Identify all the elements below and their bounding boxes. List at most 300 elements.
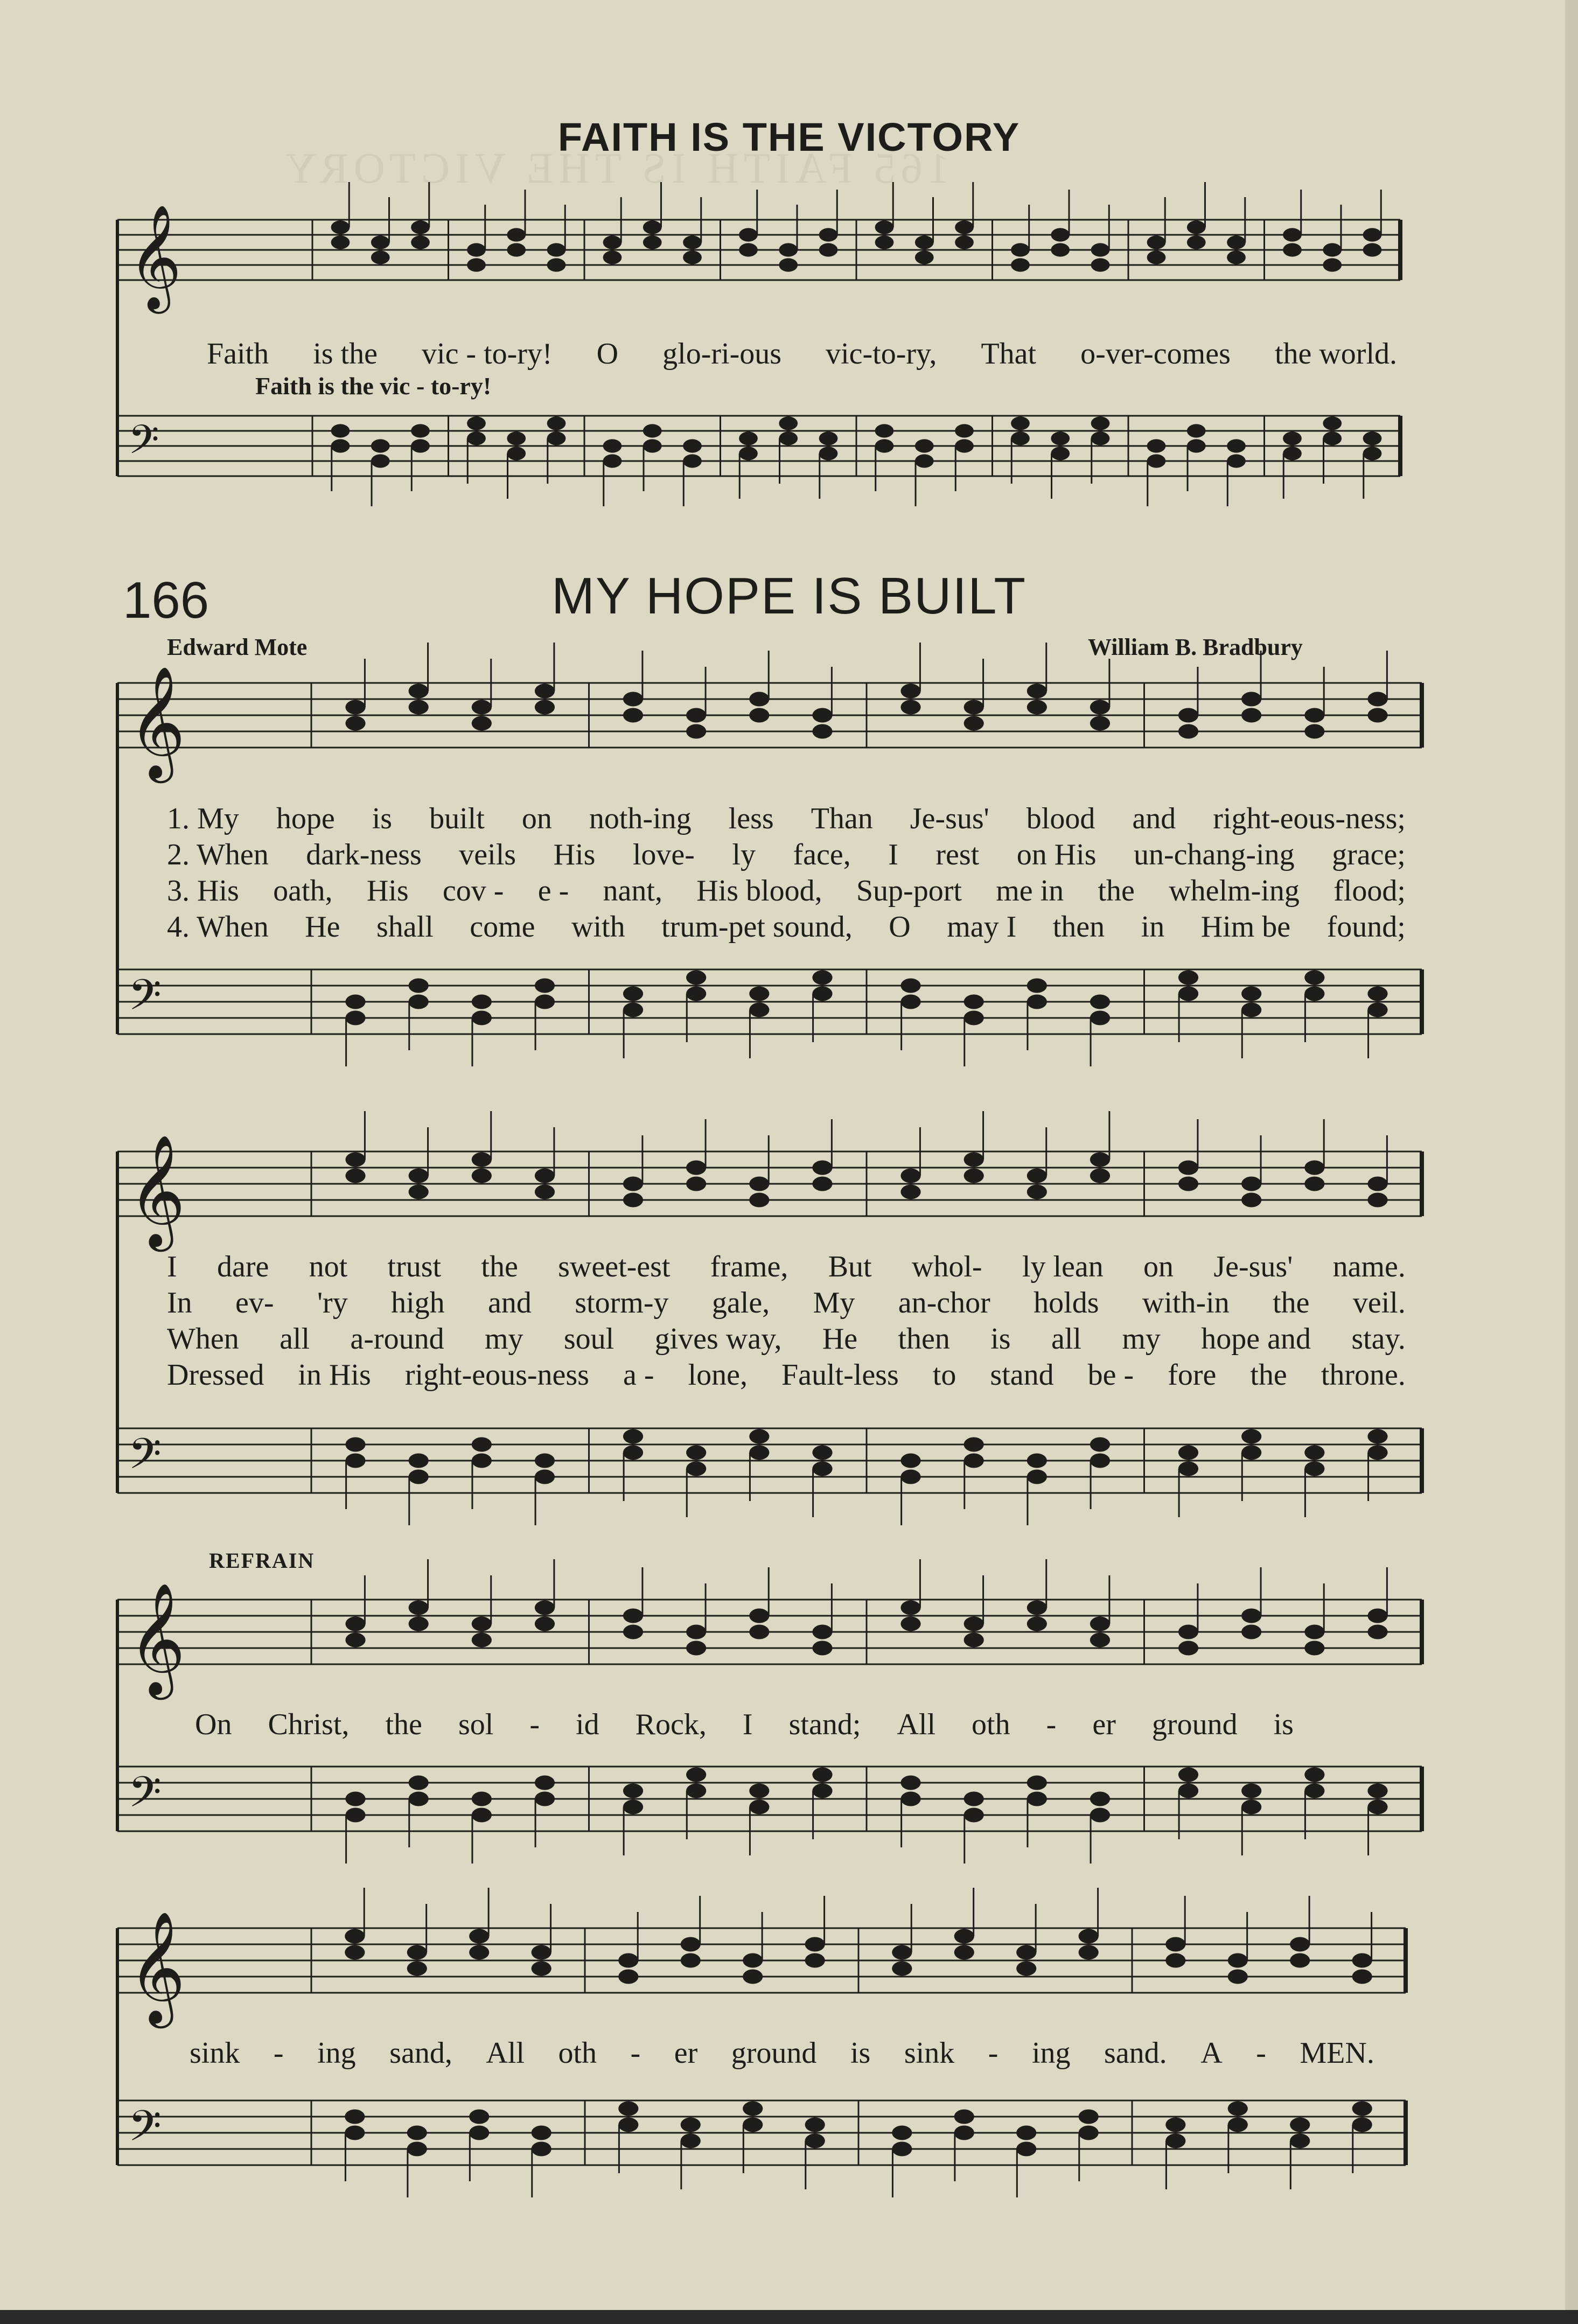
note-head [535,700,555,715]
treble-clef-icon: 𝄞 [128,204,182,309]
note-head [964,995,984,1009]
lyric-syllable: may I [947,910,1017,944]
note-head [1304,724,1324,739]
note-head [507,446,526,460]
lyric-syllable: a - [623,1358,654,1392]
note-head [1178,1177,1198,1191]
note-head [472,995,492,1009]
note-head [812,1768,832,1782]
note-head [1187,220,1206,234]
note-head [1091,416,1110,430]
lyric-syllable: - [630,2036,641,2070]
note-head [1367,1429,1387,1444]
note-head [875,235,894,249]
refrain-line-2 [190,2036,1374,2070]
note-head [964,716,984,731]
lyric-syllable: All [486,2036,525,2070]
note-head [1090,1454,1110,1468]
lyric-syllable: right-eous-ness [404,1358,589,1392]
lyric-syllable: stay. [1351,1322,1406,1356]
lyric-syllable: is [1273,1708,1294,1741]
lyric-syllable: Fault-less [781,1358,899,1392]
lyric-syllable: Faith [207,337,269,371]
note-head [409,1454,429,1468]
lyric-syllable: On [195,1708,232,1741]
lyric-syllable: grace; [1332,838,1406,871]
lyric-syllable: then [1052,910,1105,944]
note-head [1304,987,1324,1001]
note-head [805,2118,825,2132]
note-head [964,1633,984,1648]
treble-clef-icon: 𝄞 [128,1911,186,2023]
note-head [1027,700,1047,715]
lyric-bass-echo: Faith is the vic - to-ry! [255,372,492,400]
lyric-syllable: the [1273,1286,1310,1320]
lyric-syllable: vic-to-ry, [826,337,937,371]
note-head [331,220,350,234]
lyric-syllable: rest [935,838,980,871]
note-head [1027,1454,1047,1468]
note-head [507,243,526,256]
note-head [623,1446,643,1460]
lyric-syllable: hope and [1201,1322,1311,1356]
note-head [618,1953,638,1968]
note-head [875,424,894,437]
lyric-syllable: oath, [273,874,333,908]
lyric-syllable: a-round [350,1322,444,1356]
note-head [345,995,365,1009]
note-head [535,1601,555,1615]
note-head [411,439,430,452]
lyric-syllable: vic - to-ry! [422,337,553,371]
lyric-syllable: right-eous-ness; [1213,802,1406,835]
lyric-syllable: - [988,2036,999,2070]
note-head [472,1454,492,1468]
lyric-syllable: 1. My [167,802,239,835]
note-head [1165,1953,1185,1968]
lyric-syllable: not [309,1250,348,1283]
note-head [900,1169,920,1183]
note-head [507,228,526,241]
note-head [472,1617,492,1631]
lyric-syllable: gives way, [654,1322,782,1356]
lyric-syllable: then [898,1322,950,1356]
note-head [812,987,832,1001]
note-head [964,1808,984,1823]
lyric-syllable: the [1098,874,1135,908]
note-head [1241,1446,1261,1460]
lyric-syllable: - [273,2036,284,2070]
lyric-syllable: ing [1031,2036,1071,2070]
note-head [1228,1953,1248,1968]
lyric-syllable: built [429,802,485,835]
note-head [1363,228,1382,241]
lyric-syllable: ev- [235,1286,274,1320]
note-head [1079,2110,1099,2124]
note-head [1178,987,1198,1001]
lyric-syllable: O [596,337,619,371]
note-head [1090,716,1110,731]
note-head [749,1625,769,1639]
lyric-syllable: with-in [1142,1286,1230,1320]
note-head [1027,1470,1047,1484]
note-head [749,1609,769,1623]
note-head [1304,1177,1324,1191]
note-head [749,692,769,707]
note-head [1304,1446,1324,1460]
note-head [954,2110,974,2124]
lyric-syllable: sand. [1104,2036,1167,2070]
note-head [345,1633,365,1648]
lyric-syllable: id [576,1708,599,1741]
lyric-syllable: - [1256,2036,1266,2070]
note-head [1228,1970,1248,1984]
lyric-syllable: Christ, [268,1708,350,1741]
note-head [1051,431,1070,445]
hymn-number: 166 [123,571,210,629]
note-head [1090,1633,1110,1648]
lyric-syllable: whelm-ing [1169,874,1300,908]
note-head [1027,1601,1047,1615]
lyric-syllable: lone, [688,1358,748,1392]
lyric-syllable: trum-pet sound, [661,910,853,944]
lyric-syllable: Sup-port [856,874,962,908]
note-head [411,424,430,437]
note-head [900,995,920,1009]
note-head [1241,692,1261,707]
note-head [779,258,798,271]
note-head [1027,684,1047,699]
note-head [1367,1609,1387,1623]
note-head [1241,1800,1261,1814]
lyric-syllable: whol- [911,1250,982,1283]
note-head [683,439,702,452]
lyric-syllable: His [553,838,596,871]
lyric-syllable: He [822,1322,858,1356]
note-head [1051,446,1070,460]
lyric-syllable: my [484,1322,523,1356]
lyric-syllable: and [1132,802,1176,835]
lyric-syllable: un-chang-ing [1134,838,1295,871]
note-head [1027,1617,1047,1631]
note-head [1352,1953,1372,1968]
note-head [819,243,838,256]
note-head [472,1792,492,1806]
note-head [1304,971,1324,985]
lyric-syllable: I [742,1708,753,1741]
note-head [345,2110,365,2124]
lyric-syllable: e - [537,874,569,908]
note-head [686,987,706,1001]
note-head [331,235,350,249]
note-head [623,1609,643,1623]
note-head [623,1003,643,1017]
note-head [812,971,832,985]
note-head [681,2134,701,2148]
note-head [900,684,920,699]
lyric-syllable: the world. [1274,337,1397,371]
note-head [1016,1962,1036,1976]
note-head [1187,235,1206,249]
note-head [812,1462,832,1476]
note-head [1367,1625,1387,1639]
note-head [472,1169,492,1183]
lyric-syllable: - [529,1708,540,1741]
note-head [875,439,894,452]
refrain-line-1 [195,1707,1294,1742]
note-head [623,1177,643,1191]
lyric-syllable: veils [459,838,516,871]
note-head [1352,2102,1372,2116]
note-head [407,1945,427,1960]
note-head [1227,454,1246,467]
note-head [535,1792,555,1806]
note-head [779,416,798,430]
note-head [331,424,350,437]
verse-line-1 [167,801,1406,836]
note-head [1178,1768,1198,1782]
note-head [1147,439,1166,452]
note-head [1367,1800,1387,1814]
lyric-syllable: O [889,910,911,944]
lyric-syllable: name. [1332,1250,1406,1283]
note-head [535,1454,555,1468]
lyric-syllable: on [521,802,552,835]
note-head [1241,1429,1261,1444]
note-head [805,2134,825,2148]
note-head [749,987,769,1001]
note-head [467,258,486,271]
note-head [892,1945,912,1960]
note-head [472,1633,492,1648]
note-head [1304,1161,1324,1175]
note-head [643,424,662,437]
lyric-syllable: holds [1034,1286,1099,1320]
lyric-syllable: and [488,1286,532,1320]
lyric-syllable: His blood, [696,874,822,908]
note-head [1016,2126,1036,2140]
lyric-syllable: the [385,1708,422,1741]
lyric-syllable: stand; [788,1708,861,1741]
note-head [547,416,566,430]
lyric-syllable: fore [1168,1358,1217,1392]
lyric-syllable: flood; [1333,874,1406,908]
note-head [915,235,934,249]
note-head [1178,971,1198,985]
lyricist-credit: Edward Mote [167,634,308,660]
note-head [409,1792,429,1806]
note-head [371,235,390,249]
note-head [1011,243,1030,256]
bass-clef-icon: 𝄢 [128,1429,162,1489]
note-head [892,2142,912,2156]
note-head [1241,987,1261,1001]
note-head [1363,243,1382,256]
note-head [469,2126,489,2140]
note-head [1227,250,1246,264]
note-head [779,243,798,256]
note-head [955,220,974,234]
note-head [407,2142,427,2156]
note-head [623,1784,643,1798]
lyric-syllable: dark-ness [306,838,422,871]
lyric-syllable: an-chor [898,1286,990,1320]
lyric-syllable: sweet-est [558,1250,671,1283]
note-head [900,1776,920,1790]
note-head [1367,987,1387,1001]
note-head [371,250,390,264]
note-head [469,1929,489,1944]
note-head [409,1617,429,1631]
note-head [1290,1937,1310,1952]
note-head [812,1625,832,1639]
note-head [1241,1784,1261,1798]
note-head [1165,2118,1185,2132]
note-head [1178,1446,1198,1460]
lyric-syllable: soul [563,1322,615,1356]
treble-clef-icon: 𝄞 [128,1134,186,1247]
note-head [955,235,974,249]
lyric-syllable: trust [387,1250,442,1283]
note-head [1090,1792,1110,1806]
note-head [900,979,920,993]
note-head [535,979,555,993]
note-head [686,1446,706,1460]
note-head [1241,1625,1261,1639]
lyric-syllable: with [571,910,625,944]
note-head [1228,2102,1248,2116]
note-head [743,2102,763,2116]
lyric-syllable: - [1046,1708,1057,1741]
note-head [683,250,702,264]
note-head [749,1177,769,1191]
note-head [1304,1784,1324,1798]
lyric-syllable: in [1141,910,1165,944]
note-head [812,1784,832,1798]
note-head [686,1177,706,1191]
note-head [623,1625,643,1639]
note-head [345,1011,365,1025]
lyric-syllable: cov - [442,874,504,908]
lyric-syllable: sol [458,1708,494,1741]
note-head [1323,258,1342,271]
note-head [749,1193,769,1208]
note-head [1352,1970,1372,1984]
note-head [1079,1945,1099,1960]
note-head [819,446,838,460]
note-head [1290,2118,1310,2132]
note-head [618,2102,638,2116]
note-head [1363,446,1382,460]
note-head [1016,1945,1036,1960]
lyric-syllable: high [391,1286,445,1320]
verse-line-4 [167,1358,1406,1392]
note-head [739,243,758,256]
hymn-title-faith-is-the-victory: FAITH IS THE VICTORY [557,115,1021,159]
note-head [683,454,702,467]
note-head [467,243,486,256]
note-head [1147,454,1166,467]
note-head [643,439,662,452]
lyric-syllable: That [981,337,1037,371]
note-head [1304,1462,1324,1476]
note-head [472,1437,492,1452]
note-head [409,1601,429,1615]
note-head [1011,416,1030,430]
note-head [1016,2142,1036,2156]
note-head [1323,416,1342,430]
note-head [779,431,798,445]
note-head [535,1617,555,1631]
note-head [623,1193,643,1208]
note-head [1367,1003,1387,1017]
note-head [686,1462,706,1476]
note-head [345,1153,365,1167]
note-head [1027,979,1047,993]
note-head [345,700,365,715]
lyric-syllable: stand [990,1358,1054,1392]
lyric-syllable: gale, [711,1286,770,1320]
note-head [686,1161,706,1175]
lyric-syllable: MEN. [1300,2036,1374,2070]
lyric-syllable: Je-sus' [910,802,989,835]
note-head [472,700,492,715]
note-head [411,220,430,234]
composer-credit: William B. Bradbury [1088,634,1303,660]
note-head [467,431,486,445]
note-head [1241,1003,1261,1017]
note-head [964,1617,984,1631]
note-head [1227,235,1246,249]
note-head [345,1945,365,1960]
note-head [623,1800,643,1814]
lyric-syllable: come [470,910,535,944]
lyric-syllable: blood [1026,802,1095,835]
note-head [1027,1185,1047,1199]
note-head [1011,258,1030,271]
note-head [469,2110,489,2124]
note-head [686,1768,706,1782]
note-head [535,1776,555,1790]
note-head [409,1776,429,1790]
bleed-through-text: 165 FAITH IS THE VICTORY [280,145,950,192]
note-head [875,220,894,234]
note-head [1011,431,1030,445]
note-head [409,995,429,1009]
lyric-syllable: o-ver-comes [1080,337,1231,371]
note-head [915,439,934,452]
note-head [1363,431,1382,445]
note-head [409,1470,429,1484]
note-head [743,1953,763,1968]
lyric-syllable: noth-ing [589,802,692,835]
note-head [532,1962,551,1976]
bass-clef-icon: 𝄢 [128,417,159,473]
note-head [1090,1153,1110,1167]
note-head [739,228,758,241]
note-head [603,250,622,264]
note-head [1352,2118,1372,2132]
note-head [1090,1808,1110,1823]
note-head [964,1169,984,1183]
note-head [1165,2134,1185,2148]
lyric-syllable: throne. [1321,1358,1406,1392]
lyric-syllable: love- [632,838,695,871]
note-head [955,439,974,452]
lyric-syllable: When [167,1322,239,1356]
note-head [1290,2134,1310,2148]
lyric-syllable: 'ry [317,1286,348,1320]
